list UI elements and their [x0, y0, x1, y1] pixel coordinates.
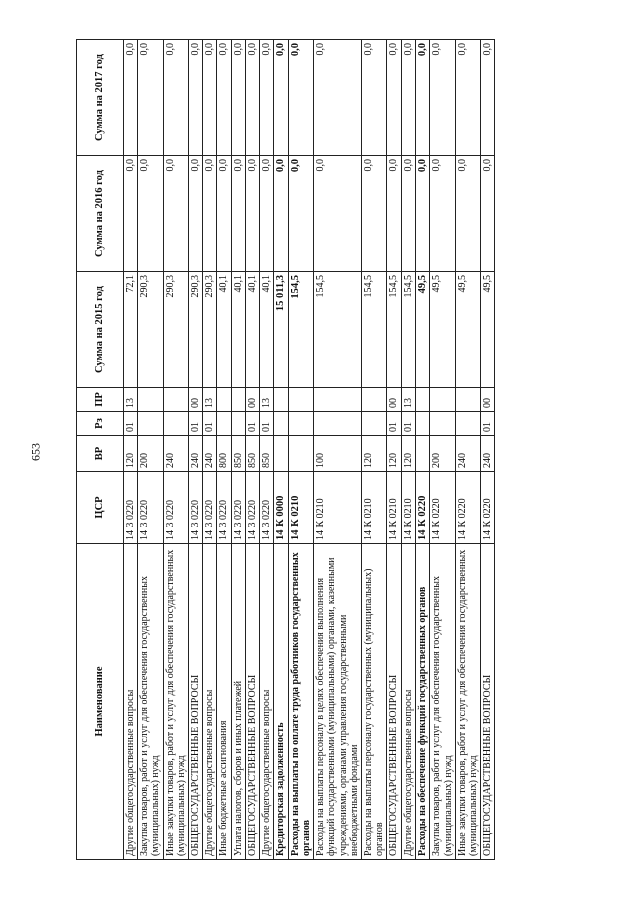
cell-sum-2017: 0,0 [387, 40, 401, 156]
table-row [430, 40, 455, 860]
cell-name: Иные закупки товаров, работ и услуг для обеспечения государственных (муниципальных) нужд [163, 544, 188, 860]
cell-rz: 01 [124, 412, 138, 436]
table-row [203, 40, 217, 860]
cell-vr: 240 [455, 436, 480, 472]
table-header-row [77, 40, 124, 860]
table-row [138, 40, 163, 860]
table-row [274, 40, 289, 860]
cell-rz: 01 [387, 412, 401, 436]
table-row [231, 40, 245, 860]
cell-rz: 01 [245, 412, 259, 436]
cell-sum-2015: 49,5 [481, 272, 495, 388]
cell-sum-2015: 290,3 [163, 272, 188, 388]
cell-vr: 240 [188, 436, 202, 472]
cell-sum-2016: 0,0 [231, 156, 245, 272]
cell-pr [314, 388, 362, 412]
cell-sum-2015: 15 011,3 [274, 272, 289, 388]
table-row [124, 40, 138, 860]
cell-sum-2015: 40,1 [217, 272, 231, 388]
cell-sum-2016: 0,0 [314, 156, 362, 272]
table-body [124, 40, 495, 860]
cell-sum-2015: 40,1 [245, 272, 259, 388]
cell-pr: 00 [245, 388, 259, 412]
cell-name: Расходы на выплаты по оплате труда работников государственных органов [288, 544, 313, 860]
cell-name: Другие общегосударственные вопросы [259, 544, 273, 860]
cell-sum-2015: 40,1 [231, 272, 245, 388]
cell-sum-2016: 0,0 [124, 156, 138, 272]
cell-csr: 14 К 0210 [314, 472, 362, 544]
cell-sum-2017: 0,0 [415, 40, 430, 156]
cell-name: Расходы на выплаты персоналу в целях обеспечения выполнения функций государственными (муниципальными) органами, казенными учреждениями, органами управления государственными внебюджетными фондами [314, 544, 362, 860]
table-row [455, 40, 480, 860]
cell-csr: 14 3 0220 [124, 472, 138, 544]
cell-vr: 120 [387, 436, 401, 472]
cell-sum-2016: 0,0 [274, 156, 289, 272]
cell-vr: 240 [481, 436, 495, 472]
cell-rz [274, 412, 289, 436]
cell-pr: 13 [401, 388, 415, 412]
page-number: 653 [28, 443, 43, 461]
cell-name: Закупка товаров, работ и услуг для обеспечения государственных (муниципальных) нужд [138, 544, 163, 860]
cell-name: ОБЩЕГОСУДАРСТВЕННЫЕ ВОПРОСЫ [387, 544, 401, 860]
cell-sum-2017: 0,0 [245, 40, 259, 156]
cell-pr: 13 [259, 388, 273, 412]
table-row [217, 40, 231, 860]
table-row [401, 40, 415, 860]
cell-csr: 14 К 0220 [481, 472, 495, 544]
cell-sum-2017: 0,0 [259, 40, 273, 156]
header-sum-2016: Сумма на 2016 год [77, 156, 124, 272]
cell-name: ОБЩЕГОСУДАРСТВЕННЫЕ ВОПРОСЫ [481, 544, 495, 860]
cell-sum-2016: 0,0 [188, 156, 202, 272]
cell-pr [138, 388, 163, 412]
cell-name: Расходы на выплаты персоналу государственных (муниципальных) органов [361, 544, 386, 860]
cell-vr: 850 [231, 436, 245, 472]
cell-csr: 14 3 0220 [245, 472, 259, 544]
cell-csr: 14 К 0210 [361, 472, 386, 544]
cell-sum-2017: 0,0 [401, 40, 415, 156]
cell-rz [231, 412, 245, 436]
cell-pr [455, 388, 480, 412]
header-pr: ПР [77, 388, 124, 412]
cell-pr [415, 388, 430, 412]
cell-rz [361, 412, 386, 436]
cell-name: Иные закупки товаров, работ и услуг для обеспечения государственных (муниципальных) нужд [455, 544, 480, 860]
cell-vr: 200 [138, 436, 163, 472]
cell-name: ОБЩЕГОСУДАРСТВЕННЫЕ ВОПРОСЫ [188, 544, 202, 860]
cell-sum-2016: 0,0 [401, 156, 415, 272]
cell-sum-2016: 0,0 [259, 156, 273, 272]
cell-sum-2015: 49,5 [455, 272, 480, 388]
table-row [481, 40, 495, 860]
cell-rz [430, 412, 455, 436]
cell-sum-2016: 0,0 [361, 156, 386, 272]
cell-rz: 01 [481, 412, 495, 436]
table-row [163, 40, 188, 860]
cell-csr: 14 3 0220 [163, 472, 188, 544]
cell-rz [415, 412, 430, 436]
cell-csr: 14 К 0210 [387, 472, 401, 544]
cell-sum-2015: 290,3 [188, 272, 202, 388]
cell-sum-2015: 72,1 [124, 272, 138, 388]
cell-csr: 14 К 0000 [274, 472, 289, 544]
cell-sum-2017: 0,0 [481, 40, 495, 156]
cell-sum-2015: 290,3 [138, 272, 163, 388]
header-csr: ЦСР [77, 472, 124, 544]
cell-pr [288, 388, 313, 412]
cell-sum-2017: 0,0 [274, 40, 289, 156]
cell-sum-2017: 0,0 [188, 40, 202, 156]
cell-name: Закупка товаров, работ и услуг для обеспечения государственных (муниципальных) нужд [430, 544, 455, 860]
header-rz: Рз [77, 412, 124, 436]
cell-pr: 13 [203, 388, 217, 412]
cell-name: ОБЩЕГОСУДАРСТВЕННЫЕ ВОПРОСЫ [245, 544, 259, 860]
cell-rz [288, 412, 313, 436]
cell-vr: 200 [430, 436, 455, 472]
cell-csr: 14 К 0220 [455, 472, 480, 544]
cell-sum-2015: 154,5 [387, 272, 401, 388]
cell-sum-2015: 49,5 [415, 272, 430, 388]
cell-sum-2016: 0,0 [245, 156, 259, 272]
cell-csr: 14 3 0220 [231, 472, 245, 544]
cell-name: Другие общегосударственные вопросы [401, 544, 415, 860]
cell-sum-2016: 0,0 [455, 156, 480, 272]
cell-sum-2016: 0,0 [481, 156, 495, 272]
cell-vr: 800 [217, 436, 231, 472]
cell-sum-2017: 0,0 [138, 40, 163, 156]
table-row [387, 40, 401, 860]
cell-vr: 850 [245, 436, 259, 472]
cell-sum-2017: 0,0 [430, 40, 455, 156]
cell-csr: 14 К 0220 [415, 472, 430, 544]
cell-vr [274, 436, 289, 472]
cell-sum-2016: 0,0 [203, 156, 217, 272]
cell-vr: 240 [203, 436, 217, 472]
cell-sum-2015: 40,1 [259, 272, 273, 388]
header-sum-2015: Сумма на 2015 год [77, 272, 124, 388]
cell-sum-2016: 0,0 [138, 156, 163, 272]
cell-pr [231, 388, 245, 412]
cell-sum-2016: 0,0 [430, 156, 455, 272]
budget-table [76, 39, 495, 860]
cell-rz [217, 412, 231, 436]
cell-rz: 01 [188, 412, 202, 436]
cell-sum-2017: 0,0 [455, 40, 480, 156]
cell-pr [361, 388, 386, 412]
cell-sum-2015: 154,5 [288, 272, 313, 388]
cell-pr: 00 [188, 388, 202, 412]
cell-rz: 01 [203, 412, 217, 436]
header-vr: ВР [77, 436, 124, 472]
cell-rz: 01 [259, 412, 273, 436]
cell-sum-2016: 0,0 [217, 156, 231, 272]
cell-rz [138, 412, 163, 436]
cell-vr: 850 [259, 436, 273, 472]
cell-csr: 14 3 0220 [138, 472, 163, 544]
cell-sum-2015: 154,5 [361, 272, 386, 388]
cell-csr: 14 К 0220 [430, 472, 455, 544]
rotated-table-wrapper [76, 40, 495, 860]
table-row [288, 40, 313, 860]
cell-rz [163, 412, 188, 436]
header-sum-2017: Сумма на 2017 год [77, 40, 124, 156]
cell-vr [415, 436, 430, 472]
cell-sum-2015: 49,5 [430, 272, 455, 388]
cell-sum-2016: 0,0 [163, 156, 188, 272]
cell-vr: 100 [314, 436, 362, 472]
cell-name: Другие общегосударственные вопросы [124, 544, 138, 860]
cell-sum-2015: 154,5 [401, 272, 415, 388]
cell-sum-2015: 154,5 [314, 272, 362, 388]
cell-sum-2017: 0,0 [203, 40, 217, 156]
cell-pr: 00 [481, 388, 495, 412]
cell-sum-2016: 0,0 [415, 156, 430, 272]
cell-vr [288, 436, 313, 472]
table-row [188, 40, 202, 860]
cell-csr: 14 К 0210 [288, 472, 313, 544]
cell-sum-2017: 0,0 [361, 40, 386, 156]
cell-rz [455, 412, 480, 436]
table-row [415, 40, 430, 860]
cell-vr: 240 [163, 436, 188, 472]
cell-vr: 120 [124, 436, 138, 472]
cell-sum-2017: 0,0 [314, 40, 362, 156]
cell-name: Кредиторская задолженность [274, 544, 289, 860]
cell-sum-2015: 290,3 [203, 272, 217, 388]
cell-csr: 14 К 0210 [401, 472, 415, 544]
cell-csr: 14 3 0220 [203, 472, 217, 544]
cell-pr: 00 [387, 388, 401, 412]
cell-pr [163, 388, 188, 412]
cell-pr [217, 388, 231, 412]
table-row [259, 40, 273, 860]
table-row [245, 40, 259, 860]
cell-name: Расходы на обеспечение функций государственных органов [415, 544, 430, 860]
cell-csr: 14 3 0220 [188, 472, 202, 544]
table-row [314, 40, 362, 860]
cell-sum-2016: 0,0 [387, 156, 401, 272]
cell-rz [314, 412, 362, 436]
cell-csr: 14 3 0220 [259, 472, 273, 544]
cell-sum-2017: 0,0 [124, 40, 138, 156]
cell-sum-2016: 0,0 [288, 156, 313, 272]
cell-sum-2017: 0,0 [231, 40, 245, 156]
cell-name: Иные бюджетные ассигнования [217, 544, 231, 860]
cell-name: Другие общегосударственные вопросы [203, 544, 217, 860]
cell-sum-2017: 0,0 [217, 40, 231, 156]
cell-pr: 13 [124, 388, 138, 412]
cell-vr: 120 [401, 436, 415, 472]
cell-pr [274, 388, 289, 412]
cell-name: Уплата налогов, сборов и иных платежей [231, 544, 245, 860]
cell-vr: 120 [361, 436, 386, 472]
cell-sum-2017: 0,0 [163, 40, 188, 156]
cell-pr [430, 388, 455, 412]
cell-rz: 01 [401, 412, 415, 436]
table-row [361, 40, 386, 860]
cell-sum-2017: 0,0 [288, 40, 313, 156]
cell-csr: 14 3 0220 [217, 472, 231, 544]
header-name: Наименование [77, 544, 124, 860]
